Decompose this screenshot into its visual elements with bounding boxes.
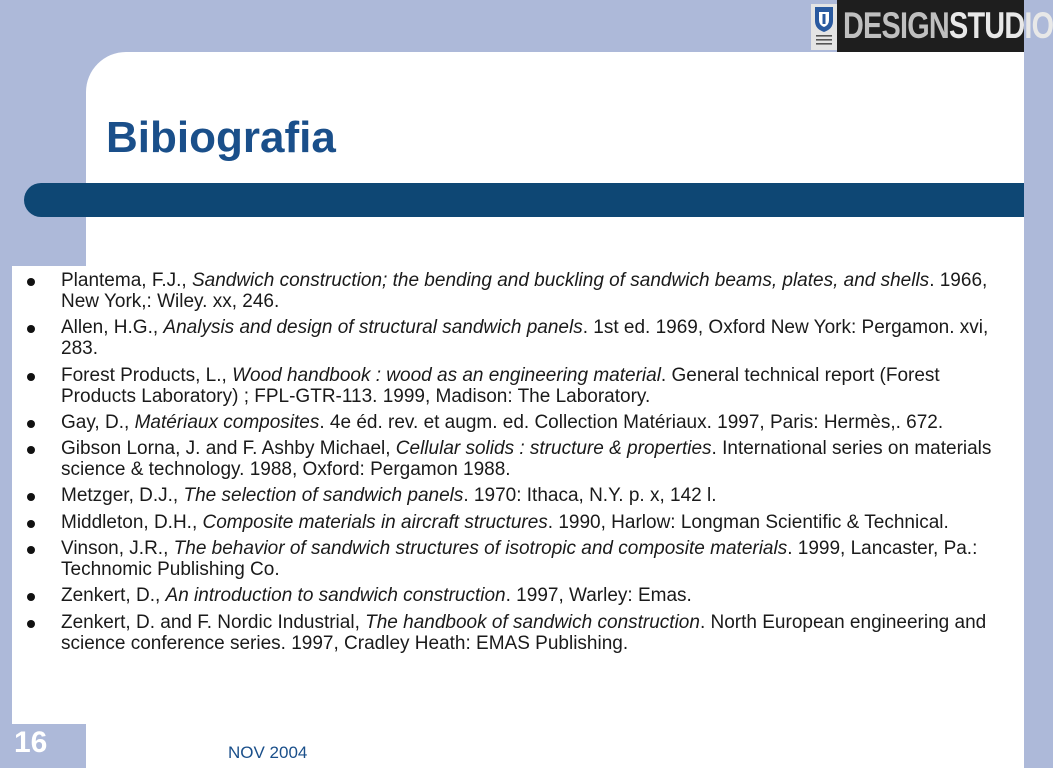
reference-title: Wood handbook : wood as an engineering material <box>232 364 661 386</box>
reference-title: The behavior of sandwich structures of isotropic and composite materials <box>173 538 788 560</box>
reference-details: . 1970: Ithaca, N.Y. p. x, 142 l. <box>463 485 717 507</box>
designstudio-logo <box>837 0 1053 52</box>
reference-item <box>12 512 1010 533</box>
reference-title: Cellular solids : structure & properties <box>395 438 712 460</box>
reference-item <box>12 438 1010 480</box>
reference-title: An introduction to sandwich construction <box>165 585 506 607</box>
reference-authors: Zenkert, D. and F. Nordic Industrial, <box>61 611 366 633</box>
reference-details: . 1966, New York,: Wiley. xx, 246. <box>61 270 988 312</box>
footer-date: NOV 2004 <box>228 743 308 762</box>
reference-item <box>12 585 1010 606</box>
reference-authors: Gibson Lorna, J. and F. Ashby Michael, <box>61 438 396 460</box>
title-underline-bar <box>24 183 1024 217</box>
logo-text-design: DESIGN <box>843 5 949 46</box>
bullet-icon <box>27 278 35 286</box>
reference-details: . North European engineering and science conference series. 1997, Cradley Heath: EMAS Publishing. <box>61 611 987 654</box>
reference-item <box>12 485 1010 506</box>
header-logos <box>808 0 1053 52</box>
logo-text-studio: STUDIO <box>948 5 1053 46</box>
reference-authors: Zenkert, D., <box>61 585 166 607</box>
bullet-icon <box>27 620 35 628</box>
reference-authors: Gay, D., <box>61 411 135 433</box>
bullet-icon <box>27 325 35 333</box>
bullet-icon <box>27 546 35 554</box>
reference-title: Sandwich construction; the bending and buckling of sandwich beams, plates, and shells <box>191 270 930 291</box>
reference-details: . International series on materials science & technology. 1988, Oxford: Pergamon 1988. <box>61 438 992 481</box>
reference-details: . 1997, Warley: Emas. <box>505 585 692 607</box>
reference-title: Matériaux composites <box>134 411 320 433</box>
reference-authors: Vinson, J.R., <box>61 538 174 560</box>
bullet-icon <box>27 420 35 428</box>
reference-item <box>12 612 1010 654</box>
reference-details: . General technical report (Forest Products Laboratory) ; FPL-GTR-113. 1999, Madison: The Laboratory. <box>61 364 940 407</box>
reference-title: Composite materials in aircraft structures <box>202 511 548 533</box>
bullet-icon <box>27 520 35 528</box>
reference-details: . 4e éd. rev. et augm. ed. Collection Matériaux. 1997, Paris: Hermès,. 672. <box>319 411 944 433</box>
reference-title: The selection of sandwich panels <box>183 485 464 507</box>
reference-details: . 1999, Lancaster, Pa.: Technomic Publishing Co. <box>61 538 978 581</box>
reference-title: The handbook of sandwich construction <box>365 611 700 633</box>
reference-item <box>12 365 1010 407</box>
bullet-icon <box>27 493 35 501</box>
bullet-icon <box>27 373 35 381</box>
bullet-icon <box>27 446 35 454</box>
reference-item <box>12 270 1010 312</box>
reference-authors: Plantema, F.J., <box>61 270 192 291</box>
reference-details: . 1990, Harlow: Longman Scientific & Technical. <box>547 511 949 533</box>
slide-title: Bibiografia <box>106 113 336 162</box>
reference-title: Analysis and design of structural sandwich panels <box>163 317 583 339</box>
reference-authors: Metzger, D.J., <box>61 485 184 507</box>
slide-number: 16 <box>14 726 48 759</box>
bibliography-box <box>12 266 1010 724</box>
reference-item <box>12 538 1010 580</box>
reference-details: . 1st ed. 1969, Oxford New York: Pergamon. xvi, 283. <box>61 317 989 360</box>
reference-authors: Allen, H.G., <box>61 317 164 339</box>
reference-authors: Middleton, D.H., <box>61 511 203 533</box>
reference-authors: Forest Products, L., <box>61 364 233 386</box>
ist-crest-icon <box>811 4 837 50</box>
reference-item <box>12 317 1010 359</box>
reference-item <box>12 412 1010 433</box>
bibliography-list <box>12 266 1010 654</box>
bullet-icon <box>27 593 35 601</box>
